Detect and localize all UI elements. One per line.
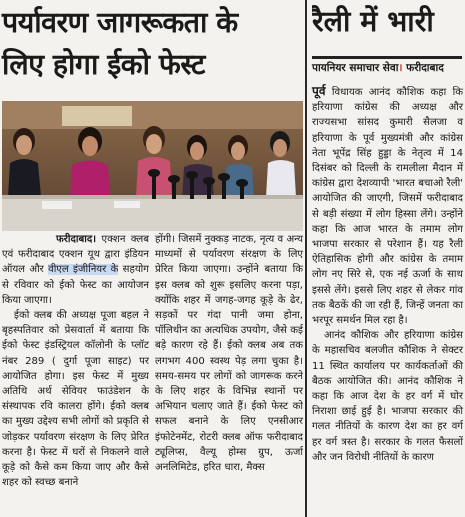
left-article-column-1 (2, 232, 149, 490)
right-paragraph-2: आनंद कौशिक और हरियाणा कांग्रेस के महासचिव बलजीत कौशिक ने सेक्टर 11 स्थित कार्यालय पर कार्यकर्ताओं की बैठक आयोजित की। आनंद कौशिक ने कहा कि आज देश के हर वर्ग में घोर निराशा छाई हुई है। भाजपा सरकार की गलत नीतियों के कारण देश का हर वर्ग हर वर्ग त्रस्त है। सरकार के गलत फैसलों और जन विरोधी नीतियों के कारण (312, 330, 463, 463)
byline-city: फरीदाबाद (406, 62, 444, 74)
byline-source: पायनियर समाचार सेवा (312, 62, 399, 74)
byline-separator: । (398, 62, 403, 74)
press-conference-photo (2, 101, 303, 231)
left-headline: पर्यावरण जागरूकता के लिए होगा ईको फेस्ट (2, 6, 238, 81)
left-article-column-2 (155, 232, 303, 475)
dropcap-word: पूर्व (312, 84, 326, 98)
col2-paragraph: होंगी। जिसमें नुक्कड़ नाटक, नृत्य व अन्य माध्यमों से पर्यावरण संरक्षण के लिए प्रेरित किया जाएगा। उन्होंने बताया कि इस क्लब को शुरू इसलिए करना पड़ा, क्योंकि शहर में जगह-जगह कूड़े के ढेर, सड़कों पर गंदा पानी जमा होना, पॉलिथीन का अत्यधिक उपयोग, जैसे कई बड़े कारण रहे हैं। ईको क्लब अब तक लगभग 400 स्वस्थ पेड़ लगा चुका है। समय-समय पर लोगों को जागरूक करने के लिए शहर के विभिन्न स्थानों पर अभियान चलाए जाते हैं। ईको फेस्ट को सफल बनाने के लिए एनसीआर इंफोटेनमेंट, रोटरी क्लब ऑफ फरीदाबाद ट्यूलिप्स, वैल्यू होम्स ग्रुप, ऊर्जा अनलिमिटेड, हरित धारा, मैक्स (155, 234, 303, 474)
right-headline: रैली में भारी (312, 5, 434, 38)
right-article-column (312, 84, 463, 465)
col1-lead: एक्शन क्लब एवं फरीदाबाद एक्शन यूथ द्वारा इंडियन ऑयल और (2, 234, 149, 276)
right-byline (312, 56, 462, 75)
right-paragraph-1: विधायक आनंद कौशिक कहा कि हरियाणा कांग्रेस की अध्यक्ष और राज्यसभा सांसद कुमारी सैलजा व हरियाणा के पूर्व मुख्यमंत्री और कांग्रेस नेता भूपेंद्र सिंह हुड्डा के नेतृत्व में 14 दिसंबर को दिल्ली के रामलीला मैदान में कांग्रेस द्वारा देशव्यापी 'भारत बचाओ रैली' आयोजित की जाएगी, जिसमें फरीदाबाद से बड़ी संख्या में लोग हिस्सा लेंगे। उन्होंने कहा कि आज भारत के तमाम लोग भाजपा सरकार से परेशान हैं। यह रैली ऐतिहासिक होगी और कांग्रेस के तमाम लोग नए सिरे से, एक नई ऊर्जा के साथ इससे लेंगे। इससे लिए शहर से लेकर गांव तक बैठकें की जा रही हैं, जिन्हें जनता का भरपूर समर्थन मिल रहा है। (312, 87, 463, 327)
highlighted-text: वीएल इंजीनियर के (48, 264, 119, 276)
column-divider (305, 0, 307, 517)
col1-lead-2: सहयोग से रविवार को ईको फेस्ट का आयोजन किया जाएगा। (2, 264, 149, 306)
dateline: फरीदाबाद। (56, 234, 97, 245)
col1-paragraph-2: ईको क्लब की अध्यक्ष पूजा बहल ने बृहस्पतिवार को प्रेसवार्ता में बताया कि ईको फेस्ट इंडस्ट्रियल कॉलोनी के प्लॉट नंबर 289 ( दुर्गा पूजा साइट) पर आयोजित होगा। इस फेस्ट में मुख्य अतिथि अर्थ सेवियर फाउंडेशन के संस्थापक रवि कालरा होंगे। ईको क्लब का मुख्य उद्देश्य सभी लोगों को प्रकृति से जोड़कर पर्यावरण संरक्षण के लिए प्रेरित करना है। फेस्ट में घरों से निकलने वाले कूड़े को कैसे कम किया जाए और कैसे शहर को स्वच्छ बनाने (2, 310, 149, 489)
